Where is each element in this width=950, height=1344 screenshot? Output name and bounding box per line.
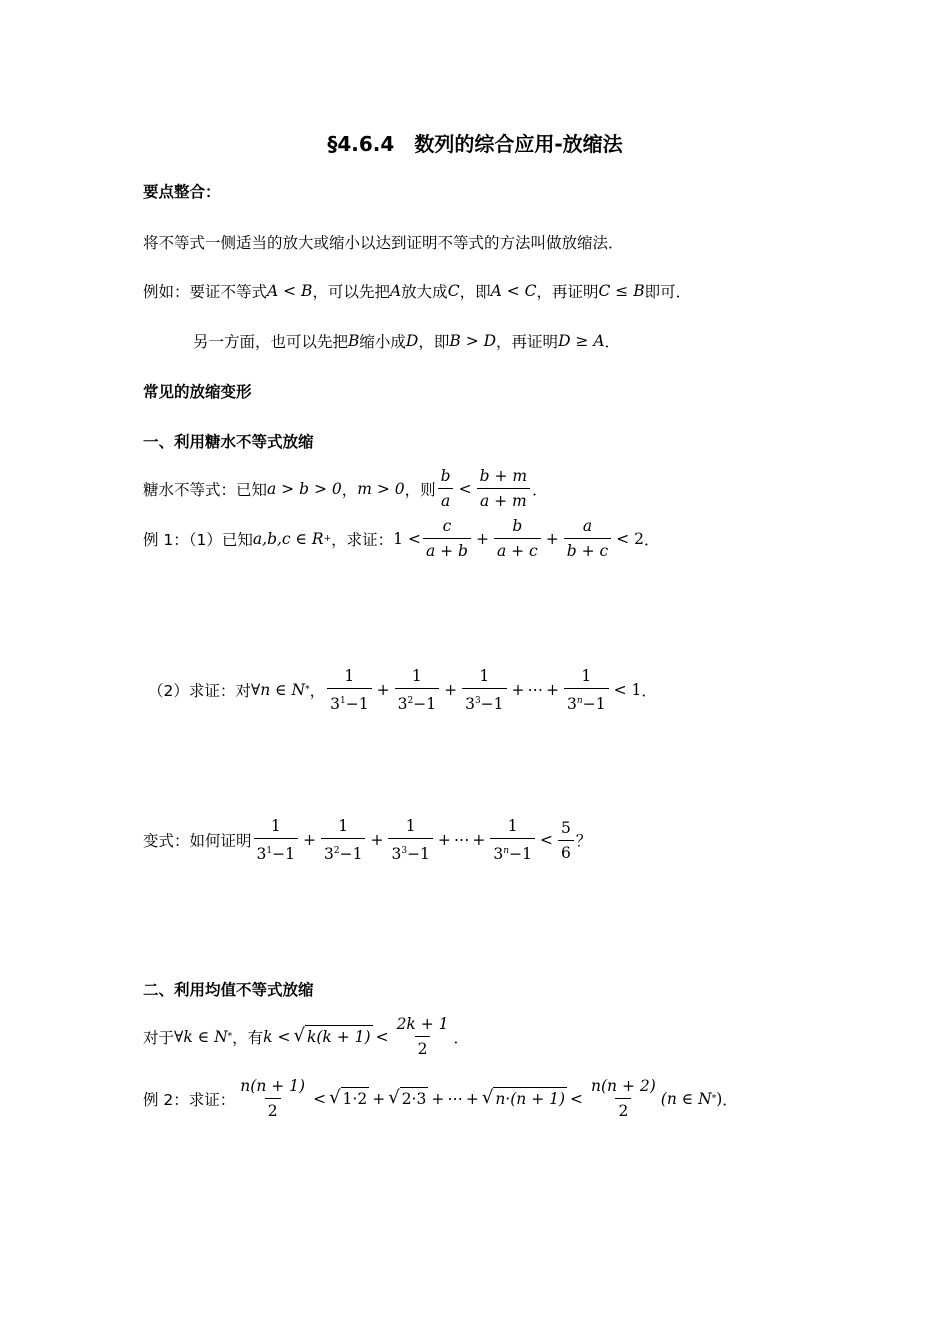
var-c: C [447,282,460,300]
minus-one: −1 [272,845,295,864]
star: * [305,685,310,696]
less-than: < [375,1027,389,1046]
fraction-b-over-ac [494,516,541,561]
base: 3 [567,695,577,714]
numerator: 1 [507,817,518,835]
denominator [321,838,365,864]
plus: + [465,1089,479,1108]
plus: + [546,681,560,700]
sqrt-k-k1 [293,1025,372,1048]
forall-n: ∀n ∈ N [250,681,306,700]
var-d: D [405,332,419,350]
less-than: < [458,479,472,498]
numerator: 2k + 1 [396,1015,449,1033]
other-prefix: 另一方面，也可以先把 [193,333,349,351]
example1-prove: ，求证： [331,530,394,549]
denominator [388,838,432,864]
base: 3 [323,845,334,864]
denominator [564,688,609,714]
fraction-term-3 [388,816,432,864]
subscript-plus: + [323,533,332,544]
plus: + [437,831,451,850]
ineq-d-ge-a: D ≥ A [558,332,605,350]
denominator: 2 [415,1036,431,1059]
other-text-4: ． [604,333,621,351]
page-title: §4.6.4 数列的综合应用-放缩法 [327,132,623,156]
minus-one: −1 [413,695,437,714]
fraction-2k1-over-2 [394,1014,452,1059]
fraction-b-over-a [438,466,454,511]
example-text-5: 即可． [644,283,692,301]
plus: + [444,681,458,700]
base: 3 [256,845,267,864]
example-text-4: ，再证明 [536,283,599,301]
minus-one: −1 [582,695,606,714]
key-points-heading: 要点整合： [143,183,221,201]
less-than: < [313,1089,327,1108]
numerator: b [440,467,451,485]
sugar-water-line [143,466,548,511]
part2-label: （2）求证：对 [148,682,251,701]
intro-text: 将不等式一侧适当的放大或缩小以达到证明不等式的方法叫做放缩法． [143,234,624,252]
fraction-term-1 [327,666,371,714]
base: 3 [391,845,402,864]
numerator: 1 [581,667,592,685]
example-text-2: 放大成 [401,283,448,301]
minus-one: −1 [339,845,363,864]
common-heading: 常见的放缩变形 [143,383,252,401]
plus: + [376,681,390,700]
var-a: A [389,282,402,300]
ineq-c-le-b: C ≤ B [598,282,645,300]
minus-one: −1 [480,695,504,714]
fraction-term-3 [462,666,506,714]
example-text-3: ，即 [459,283,491,301]
numerator: 1 [344,667,355,685]
am-gm-end: ． [453,1028,470,1047]
am-gm-have: ，有 [232,1028,264,1047]
fraction-term-2 [321,816,365,864]
example1-part2-line [148,666,657,714]
denominator [327,688,371,714]
numerator: c [442,517,452,535]
example1-tail: < 2 [616,529,644,548]
plus: + [511,681,525,700]
denominator [254,838,298,864]
fraction-term-n [490,816,535,864]
sugar-comma: ， [341,480,358,499]
denominator: a + b [423,538,471,561]
plus: + [472,831,486,850]
numerator: n(n + 1) [240,1077,306,1095]
denominator: a + m [477,488,530,511]
cond-m-gt-0: m > 0 [357,479,405,498]
close-paren: ) [716,1089,723,1108]
ineq-b-gt-d: B > D [449,332,497,350]
sugar-end: ． [532,480,548,499]
base: 3 [465,695,475,714]
denominator: b + c [564,538,611,561]
numerator: 5 [560,818,571,837]
example-prefix: 例如：要证不等式 [143,283,268,301]
plus: + [370,831,384,850]
example1-label: 例 1：（1）已知 [143,530,253,549]
denominator: 2 [615,1098,631,1121]
radicand: 2·3 [400,1087,429,1110]
example-text-1: ，可以先把 [312,283,390,301]
numerator: 1 [405,817,416,835]
denominator: a [438,488,453,511]
forall-k: ∀k ∈ N [174,1027,228,1046]
other-text-1: 缩小成 [359,333,406,351]
sqrt-1-2 [329,1087,369,1110]
minus-one: −1 [509,845,532,864]
fraction-right [588,1076,659,1121]
example1-vars: a,b,c ∈ R [252,529,324,548]
exponent: 2 [333,846,340,856]
numerator: n(n + 2) [591,1077,656,1095]
fraction-c-over-ab [423,516,471,561]
denominator: 2 [265,1098,281,1121]
condition: (n ∈ N [660,1089,712,1108]
less-than: < [570,1089,584,1108]
plus: + [431,1089,445,1108]
section1-heading: 一、利用糖水不等式放缩 [143,433,314,451]
radical-sign-icon: √ [329,1087,341,1108]
fraction-left [237,1076,308,1121]
variant-label: 变式：如何证明 [143,832,252,851]
exponent: 1 [266,846,273,856]
exponent: 3 [474,696,481,706]
numerator: b [512,517,523,535]
fraction-5-over-6 [558,818,574,863]
part2-end: ． [641,682,657,701]
example-line [143,280,691,302]
example2-line [143,1076,738,1121]
example1-end: ． [643,530,660,549]
sugar-then: ，则 [404,480,436,499]
fraction-term-1 [254,816,298,864]
plus: + [475,529,489,548]
other-text-2: ，即 [418,333,450,351]
ineq-a-lt-c: A < C [490,282,537,300]
denominator [462,688,506,714]
sqrt-2-3 [388,1087,428,1110]
denominator: a + c [494,538,541,561]
section2-heading: 二、利用均值不等式放缩 [143,981,314,999]
am-gm-line [143,1014,469,1059]
ineq-a-lt-b: A < B [267,282,313,300]
star: * [711,1093,717,1104]
exponent: 3 [401,846,408,856]
fraction-bm-over-am [477,466,530,511]
radical-sign-icon: √ [388,1087,400,1108]
base: 3 [493,845,504,864]
star: * [227,1031,233,1042]
variant-line [143,816,591,864]
ellipsis: ⋯ [527,681,544,700]
part2-comma: ， [309,682,326,701]
denominator [490,838,535,864]
numerator: a [582,517,593,535]
less-than: < [539,831,553,850]
radicand: k(k + 1) [305,1025,373,1048]
fraction-term-2 [395,666,439,714]
example2-end: ． [722,1090,738,1109]
exponent: n [576,696,583,706]
cond-a-gt-b: a > b > 0 [267,479,342,498]
numerator: 1 [479,667,490,685]
numerator: 1 [270,817,281,835]
ellipsis: ⋯ [447,1089,463,1108]
plus: + [545,529,559,548]
minus-one: −1 [407,845,430,864]
other-text-3: ，再证明 [496,333,559,351]
fraction-a-over-bc [564,516,611,561]
plus: + [372,1089,386,1108]
base: 3 [330,695,340,714]
exponent: 1 [340,696,346,706]
part2-tail: < 1 [613,681,642,700]
denominator [395,688,439,714]
fraction-term-n [564,666,609,714]
numerator: 1 [411,667,422,685]
sqrt-n-n1 [482,1087,567,1110]
var-b: B [348,332,360,350]
ellipsis: ⋯ [453,831,470,850]
k-less: k < [263,1027,291,1046]
base: 3 [397,695,408,714]
am-gm-prefix: 对于 [143,1028,175,1047]
numerator: 1 [338,817,349,835]
radicand: n·(n + 1) [493,1087,567,1110]
exponent: 2 [407,696,414,706]
denominator: 6 [558,840,574,863]
example2-label: 例 2：求证： [143,1090,236,1109]
sugar-prefix: 糖水不等式：已知 [143,480,268,499]
exponent: n [503,846,510,856]
example1-line [143,516,659,561]
radical-sign-icon: √ [481,1087,494,1108]
minus-one: −1 [345,695,369,714]
question-mark: ？ [575,832,592,851]
plus: + [302,831,316,850]
other-line [193,330,620,352]
radical-sign-icon: √ [293,1025,305,1046]
example1-one: 1 < [393,529,421,548]
numerator: b + m [479,467,528,485]
radicand: 1·2 [341,1087,370,1110]
